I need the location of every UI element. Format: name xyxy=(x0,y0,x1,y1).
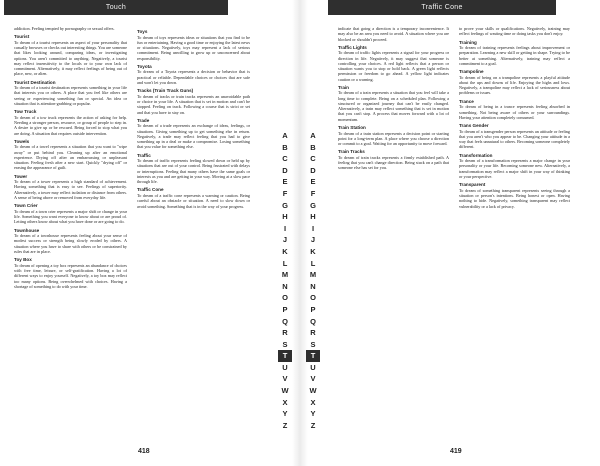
alphabet-letter-q[interactable]: Q xyxy=(310,316,316,326)
entry-title: Traffic Cone xyxy=(137,187,164,193)
alphabet-letter-k[interactable]: K xyxy=(282,246,288,256)
entry-title: Toy Box xyxy=(14,257,32,263)
alphabet-letter-i[interactable]: I xyxy=(311,223,315,233)
alphabet-letter-o[interactable]: O xyxy=(282,293,288,303)
alphabet-letter-z[interactable]: Z xyxy=(310,420,316,430)
alphabet-letter-s[interactable]: S xyxy=(310,339,316,349)
alphabet-letter-x[interactable]: X xyxy=(282,397,288,407)
entry-body: To dream of a train represents a situation that you feel will take a long time to complete. Being on a scheduled plan. Following a structured or organized journey that can't be easily changed. Alternatively, a train may reflect something that is set in motion that you can't stop. A process that moves forward with a lot of momentum. xyxy=(338,90,449,122)
entry-body: To dream of being in a trance represents feeling absorbed in something. Not being aware of others or your surroundings. Having your attention completely consumed. xyxy=(459,104,570,120)
alphabet-letter-f[interactable]: F xyxy=(310,188,316,198)
entry-title: Towels xyxy=(14,138,30,144)
entry-body: To dream of a town crier represents a major shift or change in your life. Something you want everyone to know about or are proud of. Letting others know about what you have done or are going to do. xyxy=(14,208,127,225)
alphabet-letter-v[interactable]: V xyxy=(282,374,288,384)
entry-body: To dream of a townhouse represents feeling about your sense of modest success or strength being slowly eroded by others. A situation where you have to share with others or be constrained by rules that are in place. xyxy=(14,233,127,254)
right-column-1 xyxy=(338,26,449,438)
entry-title: Toyota xyxy=(137,63,152,69)
entry-title: Tourist xyxy=(14,34,30,40)
entry-title: Town Crier xyxy=(14,203,38,209)
alphabet-letter-e[interactable]: E xyxy=(310,177,316,187)
entry-title: Toys xyxy=(137,29,148,34)
alphabet-letter-i[interactable]: I xyxy=(283,223,287,233)
entry-body: To dream of toys represents ideas or situations that you find to be fun or entertaining. Having a good time or enjoying the latest news or situations. Negatively, toys may represent a lack of serious commitment. Being unwilling to grow up or unconcerned about responsibility. xyxy=(137,34,250,61)
entry-body: To dream of a transformation represents a major change in your personality or your life. Becoming someone new. Alternatively, a transformation may reflect a major shift in your way of thinking or your perspective. xyxy=(459,158,570,179)
alphabet-letter-e[interactable]: E xyxy=(282,177,288,187)
alphabet-letter-d[interactable]: D xyxy=(310,165,316,175)
alphabet-letter-j[interactable]: J xyxy=(282,235,288,245)
alphabet-letter-u[interactable]: U xyxy=(282,362,288,372)
alphabet-letter-l[interactable]: L xyxy=(310,258,316,268)
entry-title: Tracks (Train Track Guns) xyxy=(137,88,194,94)
left-page-header: Touch xyxy=(4,0,228,15)
alphabet-letter-h[interactable]: H xyxy=(282,212,288,222)
alphabet-letter-a[interactable]: A xyxy=(310,131,316,140)
book-gutter xyxy=(292,0,308,466)
alphabet-letter-l[interactable]: L xyxy=(282,258,288,268)
entry-title: Train Station xyxy=(338,124,366,130)
alphabet-letter-v[interactable]: V xyxy=(310,374,316,384)
entry-title: Tower xyxy=(14,173,28,179)
alphabet-letter-k[interactable]: K xyxy=(310,246,316,256)
left-page-number: 418 xyxy=(138,448,150,455)
alphabet-letter-m[interactable]: M xyxy=(281,270,289,280)
entry-body: To dream of a train station represents a decision point or starting point for a long-term plan. A place where you choose a direction or commit to a goal. Waiting for an opportunity to move forward. xyxy=(338,130,449,147)
entry-title: Traffic xyxy=(137,152,151,158)
entry-body: To dream of traffic lights represents a signal for your progress or direction in life. Negatively, it may suggest that someone is controlling your choices. A red light reflects that a person or situation wants you to stop or hold back. A green light reflects permission or freedom to go ahead. A yellow light indicates caution or a warning. xyxy=(338,50,449,82)
right-page-columns xyxy=(338,26,570,438)
entry-body: To dream of opening a toy box represents an abundance of choices with free time, leisure, or self-gratification. Having a lot of different ways to enjoy yourself. Negatively, a toy box may reflect too many options. Being overwhelmed with choices. Having a shortage of something to do with your time. xyxy=(14,262,127,289)
alphabet-letter-m[interactable]: M xyxy=(309,270,317,280)
entry-body: To dream of a tow truck represents the action of asking for help. Needing a stronger person, resource, or group of people to step in. A desire to give up or be rescued. Being forced to stop what you are doing. A situation that requires outside intervention. xyxy=(14,114,127,136)
alphabet-index-right xyxy=(306,130,320,431)
alphabet-letter-a[interactable]: A xyxy=(282,131,288,140)
entry-body: addiction. Feeling tempted by pornography or sexual offers. xyxy=(14,26,115,31)
alphabet-letter-g[interactable]: G xyxy=(310,200,316,210)
right-page-header: Traffic Cone xyxy=(328,0,556,15)
alphabet-letter-h[interactable]: H xyxy=(310,212,316,222)
left-column-2 xyxy=(137,26,250,438)
entry-body: To dream of a tourist destination represents something in your life that interests you or others. A place that you feel like others are seeing or experiencing something fun or special. An idea or situation that is attention-grabbing or popular. xyxy=(14,85,127,106)
entry-title: Trade xyxy=(137,117,150,123)
alphabet-letter-j[interactable]: J xyxy=(310,235,316,245)
entry-body: To dream of traffic represents feeling slowed down or held up by situations that are out of your control. Being frustrated with delays or interruptions. Feeling that many others have the same goals or interests as you and are getting in your way. Moving at a slow pace through life. xyxy=(137,158,250,185)
alphabet-letter-n[interactable]: N xyxy=(282,281,288,291)
entry-body: To dream of a Toyota represents a decision or behavior that is practical or reliable. Dependable choices or choices that are safe and won't let you down. xyxy=(137,69,250,85)
entry-body: indicate that going a direction is a temporary inconvenience. It may also be an area you need to avoid. A situation where you are blocked or shouldn't proceed. xyxy=(338,26,449,42)
left-page-columns xyxy=(14,26,250,438)
entry-title: Training xyxy=(459,39,477,45)
right-page xyxy=(300,0,600,466)
entry-title: Transformation xyxy=(459,152,493,158)
entry-body: To dream of a transgender person represents an attitude or feeling that you aren't who you appear to be. Changing your attitude in a way that feels unnatural to others. Becoming someone completely different. xyxy=(459,128,570,150)
alphabet-letter-s[interactable]: S xyxy=(282,339,288,349)
entry-title: Trans Gender xyxy=(459,123,489,129)
alphabet-letter-t[interactable]: T xyxy=(278,350,292,362)
entry-body: To dream of a traffic cone represents a warning or caution. Being careful about an obstacle or situation. A need to slow down or avoid something. Something that is in the way of your progress. xyxy=(137,193,250,209)
alphabet-letter-b[interactable]: B xyxy=(282,142,288,152)
left-column-1 xyxy=(14,26,127,438)
right-column-2 xyxy=(459,26,570,438)
alphabet-letter-g[interactable]: G xyxy=(282,200,288,210)
entry-body: To dream of tracks or train tracks represents an unavoidable path or choice in your life. A situation that is set in motion and can't be stopped. Feeling on track. Following a course that is strict or set and that you have to stay on. xyxy=(137,93,250,115)
entry-body: To dream of a towel represents a situation that you want to "wipe away" or put behind you. Cleaning up after an emotional experience. Drying off after an embarrassing or unpleasant situation. Feeling fresh after a new start. Quickly "drying off" or erasing the appearance of guilt. xyxy=(14,144,127,171)
alphabet-letter-r[interactable]: R xyxy=(282,328,288,338)
alphabet-letter-c[interactable]: C xyxy=(282,154,288,164)
entry-title: Tourist Destination xyxy=(14,79,56,85)
entry-body: To dream of training represents feelings about improvement or preparation. Learning a new skill or getting in shape. Trying to be better at something. Alternatively, training may reflect a commitment to a goal. xyxy=(459,45,570,66)
entry-title: Transparent xyxy=(459,182,486,188)
alphabet-letter-d[interactable]: D xyxy=(282,165,288,175)
alphabet-letter-p[interactable]: P xyxy=(282,304,288,314)
alphabet-letter-z[interactable]: Z xyxy=(282,420,288,430)
alphabet-letter-c[interactable]: C xyxy=(310,154,316,164)
entry-body: to prove your skills or qualifications. Negatively, training may reflect feelings of wasting time or doing tasks you don't enjoy. xyxy=(459,26,570,37)
entry-body: To dream of a tower represents a high standard of achievement. Having something that is easy to see. Feelings of superiority. Alternatively, a tower may reflect isolation or distance from others. A sense of being above or removed from everyday life. xyxy=(14,179,127,200)
alphabet-letter-f[interactable]: F xyxy=(282,188,288,198)
alphabet-letter-p[interactable]: P xyxy=(310,304,316,314)
alphabet-letter-w[interactable]: W xyxy=(309,386,317,396)
right-page-number: 419 xyxy=(450,448,462,455)
alphabet-letter-q[interactable]: Q xyxy=(282,316,288,326)
alphabet-letter-w[interactable]: W xyxy=(281,386,289,396)
entry-body: To dream of something transparent represents seeing through a situation or person's intentions. Being honest or open. Having nothing to hide. Negatively, something transparent may reflect vulnerability or a lack of privacy. xyxy=(459,187,570,209)
alphabet-letter-b[interactable]: B xyxy=(310,142,316,152)
entry-title: Train xyxy=(338,84,349,90)
alphabet-letter-y[interactable]: Y xyxy=(310,409,316,419)
alphabet-letter-y[interactable]: Y xyxy=(282,409,288,419)
entry-title: Traffic Lights xyxy=(338,44,367,50)
alphabet-letter-o[interactable]: O xyxy=(310,293,316,303)
entry-title: Trampoline xyxy=(459,69,484,75)
alphabet-letter-n[interactable]: N xyxy=(310,281,316,291)
alphabet-letter-x[interactable]: X xyxy=(310,397,316,407)
alphabet-index-left xyxy=(278,130,292,431)
entry-body: To dream of a tourist represents an aspect of your personality that casually browses or checks out interesting things. You are someone that likes looking around, comparing ideas, or investigating options. You aren't committed to anything. Negatively, a tourist may reflect insensitivity to the locals or to your own lack of commitment. Alternatively, it may reflect feelings of being out of place, new, or alien. xyxy=(14,39,127,77)
entry-title: Townhouse xyxy=(14,227,40,233)
entry-body: To dream of a trade represents an exchange of ideas, feelings, or situations. Giving something up to get something else in return. Negatively, a trade may reflect feeling that you had to give something up in a deal or make a compromise. Losing something that you value for something else. xyxy=(137,123,250,150)
entry-title: Train Tracks xyxy=(338,149,365,155)
entry-body: To dream of being on a trampoline represents a playful attitude about the ups and downs of life. Enjoying the highs and lows. Negatively, a trampoline may reflect a lack of seriousness about problems or issues. xyxy=(459,74,570,96)
alphabet-letter-r[interactable]: R xyxy=(310,328,316,338)
entry-body: To dream of train tracks represents a firmly established path. A feeling that you can't change direction. Being stuck on a path that someone else has set for you. xyxy=(338,154,449,171)
entry-title: Trance xyxy=(459,98,474,104)
alphabet-letter-u[interactable]: U xyxy=(310,362,316,372)
entry-title: Tow Truck xyxy=(14,109,37,115)
alphabet-letter-t[interactable]: T xyxy=(306,350,320,362)
